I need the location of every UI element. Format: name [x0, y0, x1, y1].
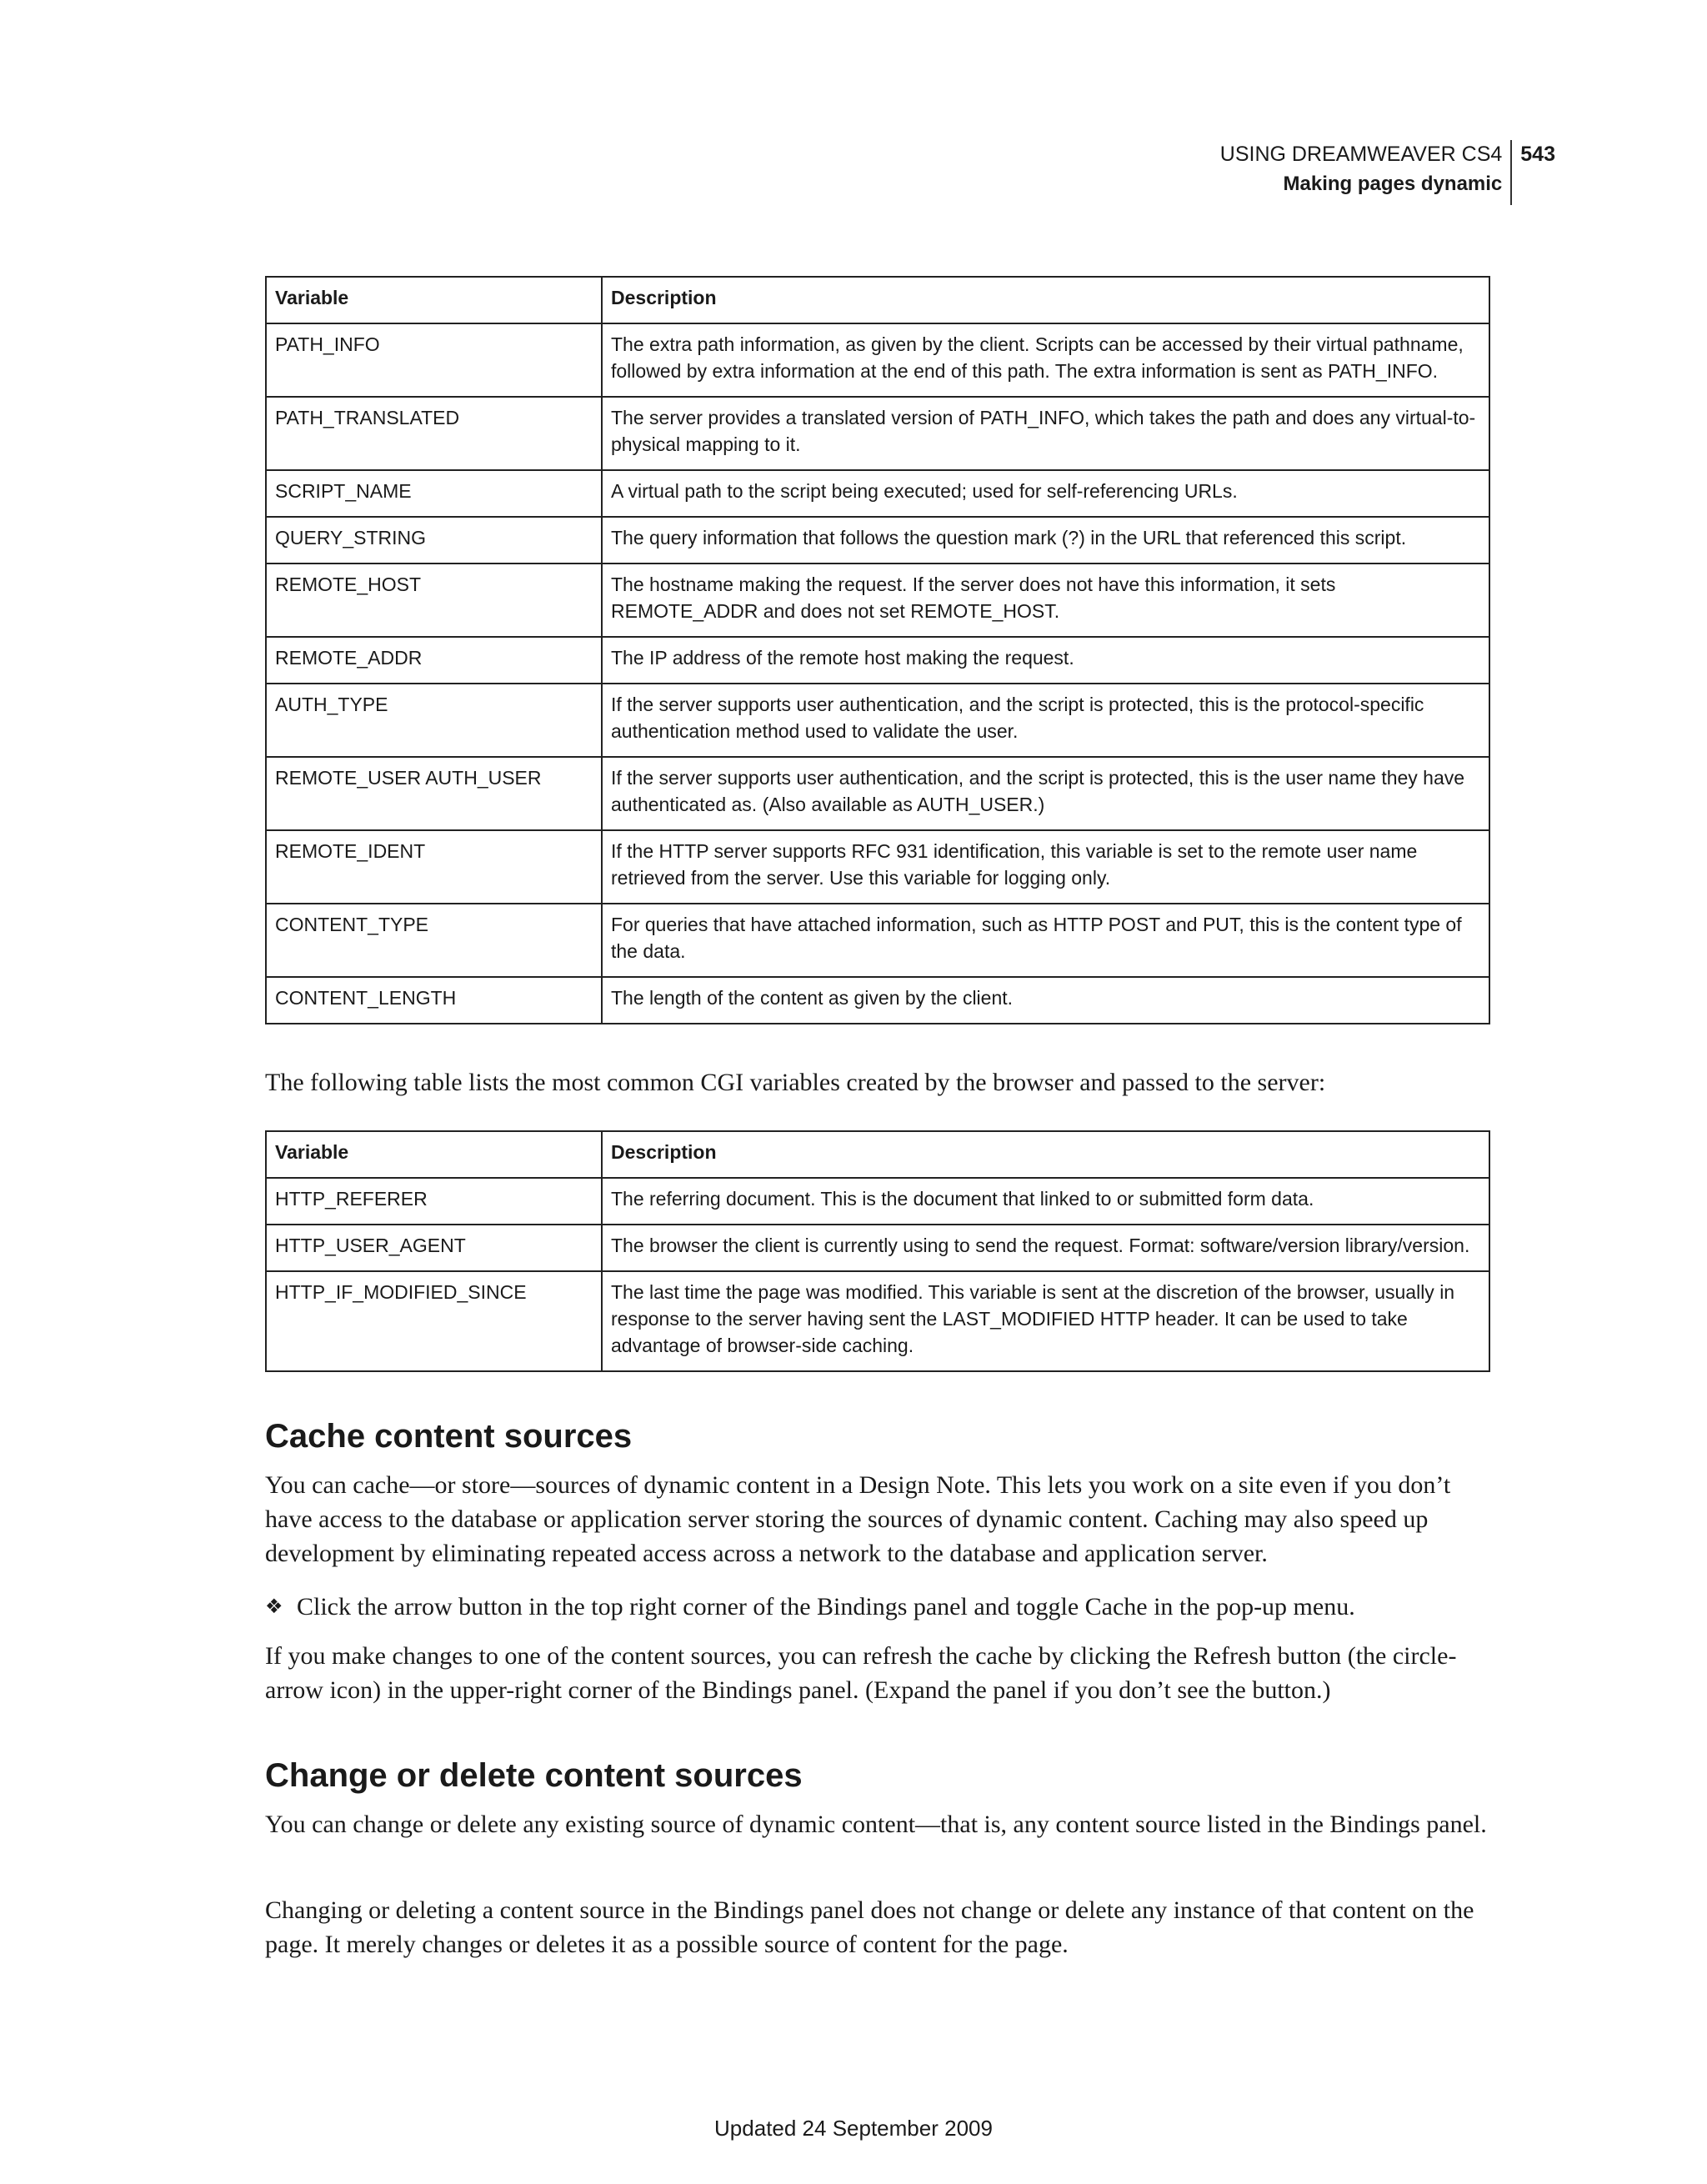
browser-variables-table	[265, 1130, 1490, 1372]
variable-cell: REMOTE_ADDR	[266, 637, 602, 684]
running-header	[1220, 140, 1512, 205]
change-paragraph-2: Changing or deleting a content source in the Bindings panel does not change or delete any instance of that content on the page. It merely changes or deletes it as a possible source of content for the page.	[265, 1896, 1474, 1958]
change-section-heading: Change or delete content sources	[265, 1757, 803, 1794]
table-row	[266, 517, 1489, 564]
table-row	[266, 1178, 1489, 1225]
cache-bullet-item	[265, 1590, 1499, 1624]
page-footer: Updated 24 September 2009	[714, 2116, 993, 2141]
variable-cell: CONTENT_LENGTH	[266, 977, 602, 1024]
table-row	[266, 684, 1489, 757]
description-cell: The extra path information, as given by the client. Scripts can be accessed by their virtual pathname, followed by extra information at the end of this path. The extra information is sent as PATH_INFO.	[602, 323, 1489, 397]
table-row	[266, 830, 1489, 904]
table-row	[266, 1271, 1489, 1371]
variable-cell: AUTH_TYPE	[266, 684, 602, 757]
cache-section-heading: Cache content sources	[265, 1418, 633, 1455]
variable-cell: REMOTE_USER AUTH_USER	[266, 757, 602, 830]
variable-cell: PATH_TRANSLATED	[266, 397, 602, 470]
description-cell: The last time the page was modified. This variable is sent at the discretion of the browser, usually in response to the server having sent the LAST_MODIFIED HTTP header. It can be used to take advantage of browser-side caching.	[602, 1271, 1489, 1371]
description-cell: The length of the content as given by the client.	[602, 977, 1489, 1024]
column-header-variable: Variable	[266, 277, 602, 323]
description-cell: The server provides a translated version of PATH_INFO, which takes the path and does any virtual-to-physical mapping to it.	[602, 397, 1489, 470]
variable-cell: HTTP_REFERER	[266, 1178, 602, 1225]
table-row	[266, 757, 1489, 830]
description-cell: If the server supports user authentication, and the script is protected, this is the protocol-specific authentication method used to validate the user.	[602, 684, 1489, 757]
description-cell: The query information that follows the question mark (?) in the URL that referenced this script.	[602, 517, 1489, 564]
diamond-bullet-icon: ❖	[265, 1595, 283, 1618]
book-title: USING DREAMWEAVER CS4	[1219, 143, 1503, 166]
variable-cell: REMOTE_IDENT	[266, 830, 602, 904]
variable-cell: HTTP_IF_MODIFIED_SINCE	[266, 1271, 602, 1371]
table-row	[266, 904, 1489, 977]
cache-paragraph-1: You can cache—or store—sources of dynamic content in a Design Note. This lets you work on a site even if you don’t have access to the database or application server storing the sources of dynamic content. Caching may also speed up development by eliminating repeated access across a network to the database and application server.	[265, 1471, 1451, 1567]
variable-cell: SCRIPT_NAME	[266, 470, 602, 517]
description-cell: The browser the client is currently using to send the request. Format: software/version library/version.	[602, 1225, 1489, 1271]
table-row	[266, 323, 1489, 397]
column-header-description: Description	[602, 277, 1489, 323]
page-number: 543	[1520, 143, 1555, 166]
description-cell: If the HTTP server supports RFC 931 identification, this variable is set to the remote user name retrieved from the server. Use this variable for logging only.	[602, 830, 1489, 904]
server-variables-table	[265, 276, 1490, 1024]
variable-cell: CONTENT_TYPE	[266, 904, 602, 977]
table-header-row	[266, 1131, 1489, 1178]
description-cell: The hostname making the request. If the server does not have this information, it sets REMOTE_ADDR and does not set REMOTE_HOST.	[602, 564, 1489, 637]
column-header-variable: Variable	[266, 1131, 602, 1178]
description-cell: For queries that have attached information, such as HTTP POST and PUT, this is the content type of the data.	[602, 904, 1489, 977]
cache-bullet-text: Click the arrow button in the top right corner of the Bindings panel and toggle Cache in the pop-up menu.	[297, 1593, 1355, 1620]
table-row	[266, 470, 1489, 517]
cache-paragraph-2: If you make changes to one of the content sources, you can refresh the cache by clicking the Refresh button (the circle-arrow icon) in the upper-right corner of the Bindings panel. (Expand the panel if you don’t see the button.)	[265, 1642, 1457, 1704]
table-header-row	[266, 277, 1489, 323]
page-header	[1220, 140, 1555, 205]
variable-cell: HTTP_USER_AGENT	[266, 1225, 602, 1271]
table-row	[266, 564, 1489, 637]
table-row	[266, 977, 1489, 1024]
change-paragraph-1: You can change or delete any existing source of dynamic content—that is, any content source listed in the Bindings panel.	[265, 1811, 1487, 1838]
description-cell: The IP address of the remote host making the request.	[602, 637, 1489, 684]
table2-intro-paragraph: The following table lists the most common CGI variables created by the browser and passed to the server:	[265, 1069, 1326, 1096]
variable-cell: QUERY_STRING	[266, 517, 602, 564]
table-row	[266, 397, 1489, 470]
description-cell: The referring document. This is the document that linked to or submitted form data.	[602, 1178, 1489, 1225]
column-header-description: Description	[602, 1131, 1489, 1178]
table-row	[266, 637, 1489, 684]
description-cell: If the server supports user authentication, and the script is protected, this is the user name they have authenticated as. (Also available as AUTH_USER.)	[602, 757, 1489, 830]
variable-cell: REMOTE_HOST	[266, 564, 602, 637]
variable-cell: PATH_INFO	[266, 323, 602, 397]
chapter-title: Making pages dynamic	[1283, 173, 1503, 195]
table-row	[266, 1225, 1489, 1271]
description-cell: A virtual path to the script being executed; used for self-referencing URLs.	[602, 470, 1489, 517]
